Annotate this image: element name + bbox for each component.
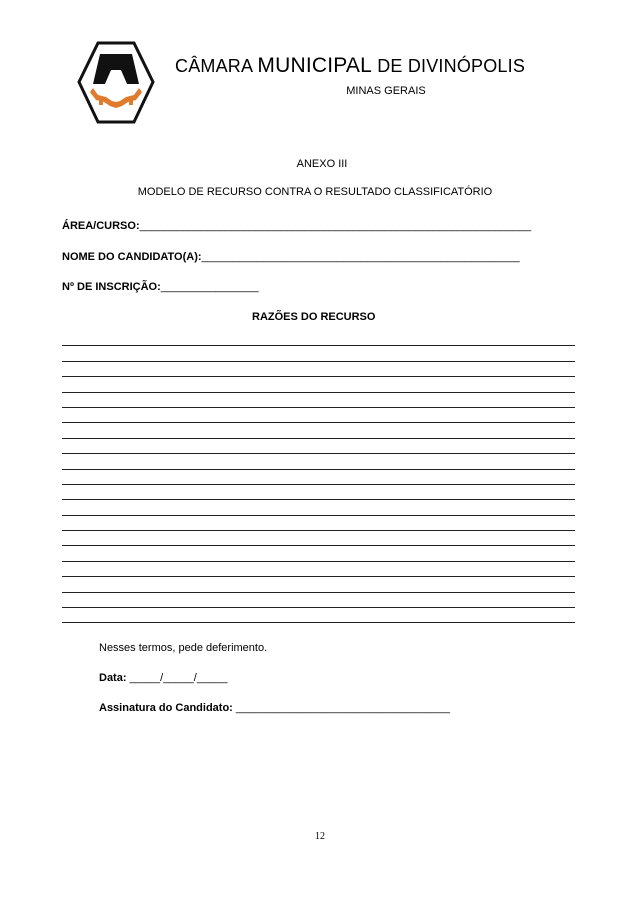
reason-line — [62, 439, 575, 454]
reason-line — [62, 346, 575, 361]
title-part-3: DE DIVINÓPOLIS — [372, 56, 526, 76]
reason-line — [62, 423, 575, 438]
candidate-name-label: NOME DO CANDIDATO(A): — [62, 251, 202, 263]
reason-line — [62, 593, 575, 608]
reasons-lines — [62, 331, 575, 623]
reason-line — [62, 470, 575, 485]
closing-request: Nesses termos, pede deferimento. — [99, 642, 268, 654]
area-course-field — [62, 220, 531, 232]
reason-line — [62, 408, 575, 423]
reason-line — [62, 516, 575, 531]
page-number — [0, 831, 638, 842]
reason-line — [62, 485, 575, 500]
reason-line — [62, 362, 575, 377]
model-title-text: MODELO DE RECURSO CONTRA O RESULTADO CLASSIFICATÓRIO — [137, 186, 493, 198]
reason-line — [62, 562, 575, 577]
reason-line — [62, 577, 575, 592]
reason-line — [62, 393, 575, 408]
candidate-name-field — [62, 251, 520, 263]
organization-title — [175, 54, 575, 78]
subtitle-text: MINAS GERAIS — [346, 85, 426, 97]
reason-line — [62, 500, 575, 515]
reason-line — [62, 331, 575, 346]
reasons-heading: RAZÕES DO RECURSO — [252, 311, 376, 323]
model-title — [0, 186, 638, 198]
reason-line — [62, 531, 575, 546]
organization-subtitle — [175, 85, 575, 97]
signature-field — [99, 702, 450, 714]
reason-line — [62, 608, 575, 623]
reason-line — [62, 377, 575, 392]
annex-text: ANEXO III — [296, 158, 348, 170]
registration-number-label: Nº DE INSCRIÇÃO: — [62, 281, 161, 293]
date-field — [99, 672, 227, 684]
area-course-label: ÁREA/CURSO: — [62, 220, 140, 232]
area-course-line: ________________________________________________________________ — [139, 220, 532, 232]
signature-label: Assinatura do Candidato: — [99, 702, 236, 714]
date-label: Data: — [99, 672, 130, 684]
reason-line — [62, 546, 575, 561]
date-line: _____/_____/_____ — [129, 672, 228, 684]
camara-logo-icon — [76, 40, 156, 125]
annex-heading — [0, 158, 638, 170]
signature-line: ___________________________________ — [235, 702, 451, 714]
reason-line — [62, 454, 575, 469]
candidate-name-line: ____________________________________________________ — [201, 251, 520, 263]
title-part-2: MUNICIPAL — [257, 54, 373, 77]
page-number-text: 12 — [315, 831, 325, 842]
registration-number-line: ________________ — [160, 281, 259, 293]
title-part-1: CÂMARA — [175, 56, 258, 76]
registration-number-field — [62, 281, 259, 293]
